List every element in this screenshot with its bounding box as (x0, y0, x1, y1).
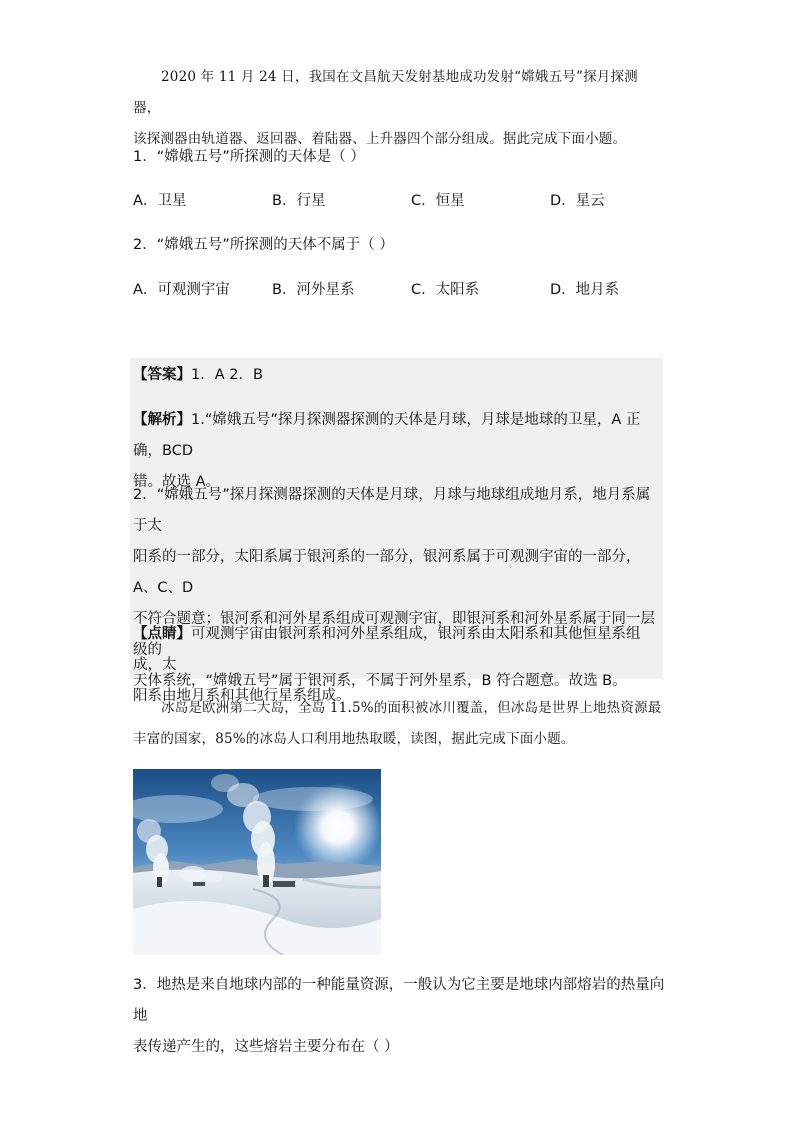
answer-line (133, 360, 661, 391)
q2-option-b: B．河外星系 (272, 282, 355, 298)
question-1-options (133, 189, 693, 210)
question-3-stem (133, 970, 673, 1063)
intro-1-line-1: 2020 年 11 月 24 日，我国在文昌航天发射基地成功发射“嫦娥五号”探月探测器， (133, 69, 638, 116)
analysis-p2-line-2: 阳系的一部分，太阳系属于银河系的一部分，银河系属于可观测宇宙的一部分，A、C、D (133, 549, 641, 596)
comment-tag: 【点睛】 (133, 626, 191, 642)
analysis-p2-line-4: 天体系统，“嫦娥五号”属于银河系，不属于河外星系，B 符合题意。故选 B。 (133, 673, 627, 689)
answer-tag: 【答案】 (133, 367, 191, 383)
q3-line-2: 表传递产生的，这些熔岩主要分布在（ ） (133, 1039, 399, 1055)
q1-option-d: D．星云 (550, 193, 605, 209)
q2-option-d: D．地月系 (550, 282, 620, 298)
comment-line-2: 阳系由地月系和其他行星系组成。 (133, 688, 351, 704)
analysis-p1-line-1: 1.“嫦娥五号”探月探测器探测的天体是月球，月球是地球的卫星，A 正确，BCD (133, 412, 641, 459)
q1-option-c: C．恒星 (411, 193, 465, 209)
intro-paragraph-2 (133, 693, 663, 755)
intro-2-line-2: 丰富的国家，85%的冰岛人口利用地热取暖，读图，据此完成下面小题。 (133, 731, 575, 747)
analysis-p2-line-1: 2．“嫦娥五号”探月探测器探测的天体是月球，月球与地球组成地月系，地月系属于太 (133, 487, 651, 534)
answer-text: 1．A 2．B (191, 367, 263, 383)
question-2-stem: 2．“嫦娥五号”所探测的天体不属于（ ） (133, 237, 394, 253)
q2-option-a: A．可观测宇宙 (133, 282, 230, 298)
question-1-stem: 1．“嫦娥五号”所探测的天体是（ ） (133, 149, 365, 165)
intro-1-line-2: 该探测器由轨道器、返回器、着陆器、上升器四个部分组成。据此完成下面小题。 (133, 131, 627, 147)
analysis-p1-line-2: 错。故选 A。 (133, 474, 221, 490)
q2-option-c: C．太阳系 (411, 282, 480, 298)
intro-2-line-1: 冰岛是欧洲第二大岛，全岛 11.5%的面积被冰川覆盖，但冰岛是世界上地热资源最 (161, 700, 662, 716)
q1-option-a: A．卫星 (133, 193, 187, 209)
analysis-p2-line-3: 不符合题意；银河系和河外星系组成可观测宇宙，即银河系和河外星系属于同一层级的 (133, 611, 655, 658)
analysis-tag: 【解析】 (133, 412, 191, 428)
question-2-options (133, 278, 693, 299)
geothermal-landscape-photo (133, 769, 381, 955)
q1-option-b: B．行星 (272, 193, 326, 209)
intro-paragraph-1 (133, 62, 663, 155)
comment-line-1: 可观测宇宙由银河系和河外星系组成，银河系由太阳系和其他恒星系组成，太 (133, 626, 641, 673)
q3-line-1: 3．地热是来自地球内部的一种能量资源，一般认为它主要是地球内部熔岩的热量向地 (133, 977, 665, 1024)
